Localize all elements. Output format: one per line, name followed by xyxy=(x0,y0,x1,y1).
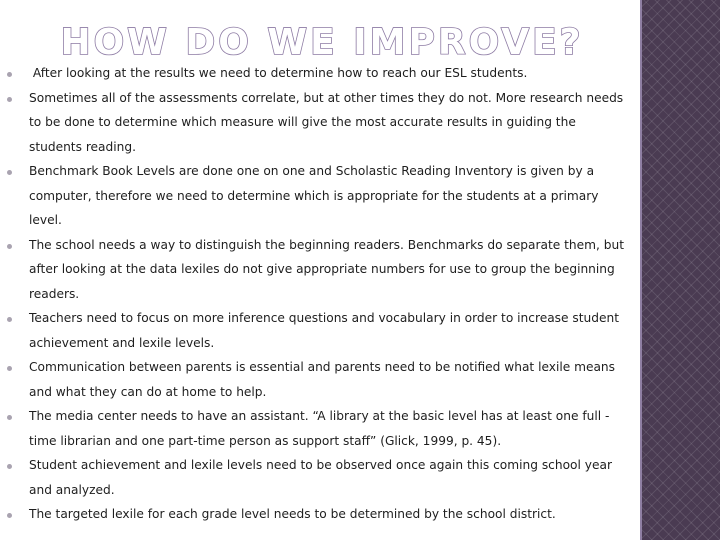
bullet-item xyxy=(0,453,640,502)
bullet-text: The targeted lexile for each grade level needs to be determined by the school district. xyxy=(29,507,556,521)
title-area xyxy=(0,18,640,62)
bullet-dot-icon xyxy=(7,513,12,518)
bullet-text: Student achievement and lexile levels need to be observed once again this coming school year and analyzed. xyxy=(29,458,612,497)
slide-title-graphic xyxy=(0,18,640,62)
bullet-dot-icon xyxy=(7,72,12,77)
bullet-text: Communication between parents is essential and parents need to be notified what lexile means and what they can do at home to help. xyxy=(29,360,616,399)
side-band-edge-line xyxy=(640,0,642,540)
bullet-text: The school needs a way to distinguish the beginning readers. Benchmarks do separate them, but after looking at the data lexiles do not give appropriate numbers for use to group the beginning readers. xyxy=(29,237,625,301)
decorative-side-band xyxy=(640,0,720,540)
bullet-item xyxy=(0,306,640,355)
bullet-dot-icon xyxy=(7,170,12,175)
bullet-dot-icon xyxy=(7,244,12,249)
slide-title: HOW DO WE IMPROVE? xyxy=(60,22,584,62)
bullet-item xyxy=(0,159,640,233)
bullet-dot-icon xyxy=(7,464,12,469)
bullet-dot-icon xyxy=(7,415,12,420)
bullet-text: Benchmark Book Levels are done one on one and Scholastic Reading Inventory is given by a computer, therefore we need to determine which is appropriate for the students at a primary level. xyxy=(29,164,599,227)
bullet-text: Sometimes all of the assessments correlate, but at other times they do not. More research needs to be done to determine which measure will give the most accurate results in guiding the students reading. xyxy=(29,90,624,154)
bullet-text: After looking at the results we need to determine how to reach our ESL students. xyxy=(29,66,528,80)
bullet-text: The media center needs to have an assistant. “A library at the basic level has at least one full -time librarian and one part-time person as support staff” (Glick, 1999, p. 45). xyxy=(29,409,610,448)
bullet-list xyxy=(0,61,640,527)
bullet-dot-icon xyxy=(7,366,12,371)
bullet-item xyxy=(0,233,640,307)
bullet-item xyxy=(0,86,640,160)
bullet-dot-icon xyxy=(7,97,12,102)
bullet-item xyxy=(0,404,640,453)
bullet-item xyxy=(0,61,640,86)
bullet-item xyxy=(0,355,640,404)
bullet-dot-icon xyxy=(7,317,12,322)
bullet-item xyxy=(0,502,640,527)
bullet-text: Teachers need to focus on more inference questions and vocabulary in order to increase student achievement and lexile levels. xyxy=(29,311,619,350)
